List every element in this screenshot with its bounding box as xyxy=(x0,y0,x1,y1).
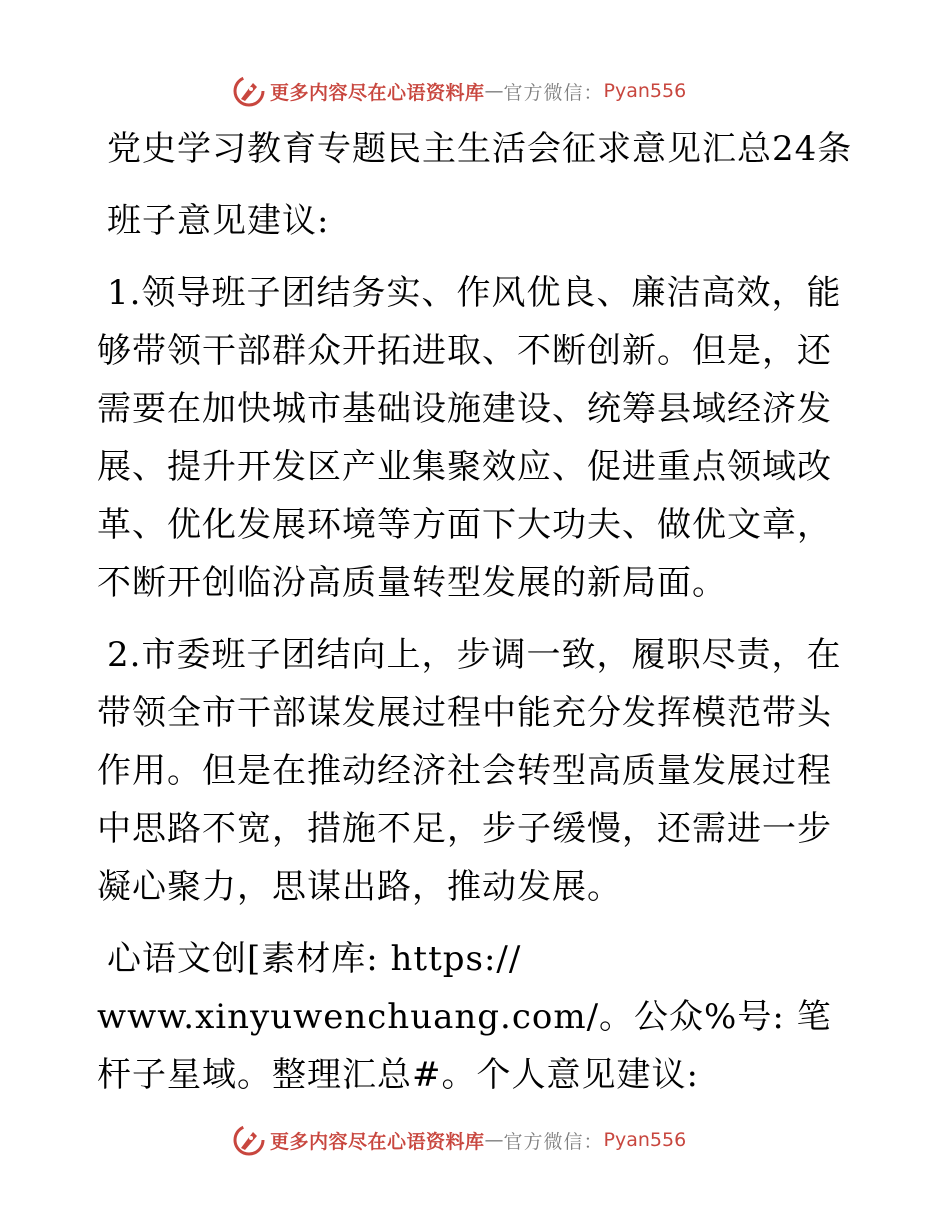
watermark-wechat-id: Pyan556 xyxy=(603,1129,687,1151)
watermark-official-label: 官方微信： xyxy=(503,1130,604,1153)
section-heading: 班子意见建议: xyxy=(107,201,330,241)
header-watermark xyxy=(232,73,686,109)
document-title: 党史学习教育专题民主生活会征求意见汇总24条 xyxy=(107,129,853,169)
watermark-main-text: 更多内容尽在心语资料库 xyxy=(270,1130,485,1153)
watermark-dash: — xyxy=(484,1129,504,1151)
watermark-official-label: 官方微信： xyxy=(503,81,604,104)
watermark-dash: — xyxy=(484,80,504,102)
document-body xyxy=(97,120,857,1118)
watermark-wechat-id: Pyan556 xyxy=(603,80,687,102)
paragraph-2: 2.市委班子团结向上，步调一致，履职尽责，在带领全市干部谋发展过程中能充分发挥模范带头作用。但是在推动经济社会转型高质量发展过程中思路不宽，措施不足，步子缓慢，还需进一步凝心聚力，思谋出路，推动发展。 xyxy=(97,635,842,907)
paragraph-1: 1.领导班子团结务实、作风优良、廉洁高效，能够带领干部群众开拓进取、不断创新。但是，还需要在加快城市基础设施建设、统筹县域经济发展、提升开发区产业集聚效应、促进重点领域改革、优化发展环境等方面下大功夫、做优文章，不断开创临汾高质量转型发展的新局面。 xyxy=(97,273,842,603)
watermark-main-text: 更多内容尽在心语资料库 xyxy=(270,81,485,104)
pen-nib-logo-icon xyxy=(232,1123,266,1157)
pen-nib-logo-icon xyxy=(232,74,266,108)
footer-watermark xyxy=(232,1122,686,1158)
paragraph-3: 心语文创[素材库: https:// www.xinyuwenchuang.com/。公众%号: 笔杆子星域。整理汇总#。个人意见建议: xyxy=(97,939,832,1095)
